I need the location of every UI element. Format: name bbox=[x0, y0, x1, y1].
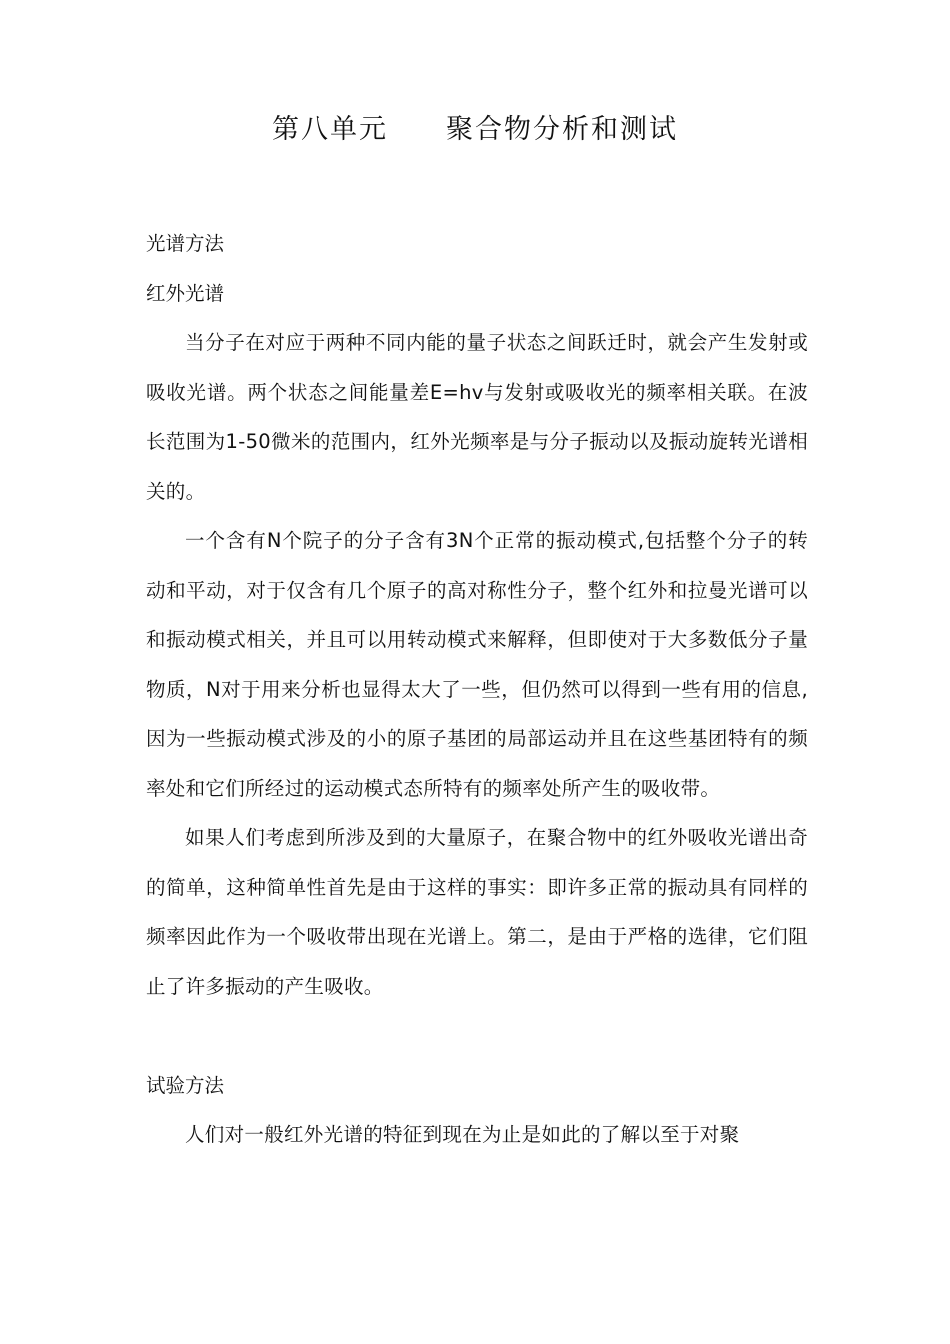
paragraph-1: 当分子在对应于两种不同内能的量子状态之间跃迁时，就会产生发射或吸收光谱。两个状态之间能量差E=hv与发射或吸收光的频率相关联。在波长范围为1-50微米的范围内，红外光频率是与分子振动以及振动旋转光谱相关的。 bbox=[146, 331, 808, 503]
section-heading-test-methods: 试验方法 bbox=[146, 1073, 225, 1097]
paragraph-4: 人们对一般红外光谱的特征到现在为止是如此的了解以至于对聚 bbox=[185, 1123, 740, 1146]
subsection-heading-infrared: 红外光谱 bbox=[146, 281, 225, 305]
paragraph-3: 如果人们考虑到所涉及到的大量原子，在聚合物中的红外吸收光谱出奇的简单，这种简单性首先是由于这样的事实：即许多正常的振动具有同样的频率因此作为一个吸收带出现在光谱上。第二，是由于严格的选律，它们阻止了许多振动的产生吸收。 bbox=[146, 826, 808, 998]
document-body bbox=[146, 219, 808, 1160]
page-title: 第八单元 聚合物分析和测试 bbox=[272, 114, 678, 145]
paragraph-2: 一个含有N个院子的分子含有3N个正常的振动模式,包括整个分子的转动和平动，对于仅含有几个原子的高对称性分子，整个红外和拉曼光谱可以和振动模式相关，并且可以用转动模式来解释，但即使对于大多数低分子量物质，N对于用来分析也显得太大了一些，但仍然可以得到一些有用的信息,因为一些振动模式涉及的小的原子基团的局部运动并且在这些基团特有的频率处和它们所经过的运动模式态所特有的频率处所产生的吸收带。 bbox=[146, 529, 808, 800]
section-heading-spectroscopy: 光谱方法 bbox=[146, 232, 225, 255]
section-spacer bbox=[146, 1011, 808, 1061]
